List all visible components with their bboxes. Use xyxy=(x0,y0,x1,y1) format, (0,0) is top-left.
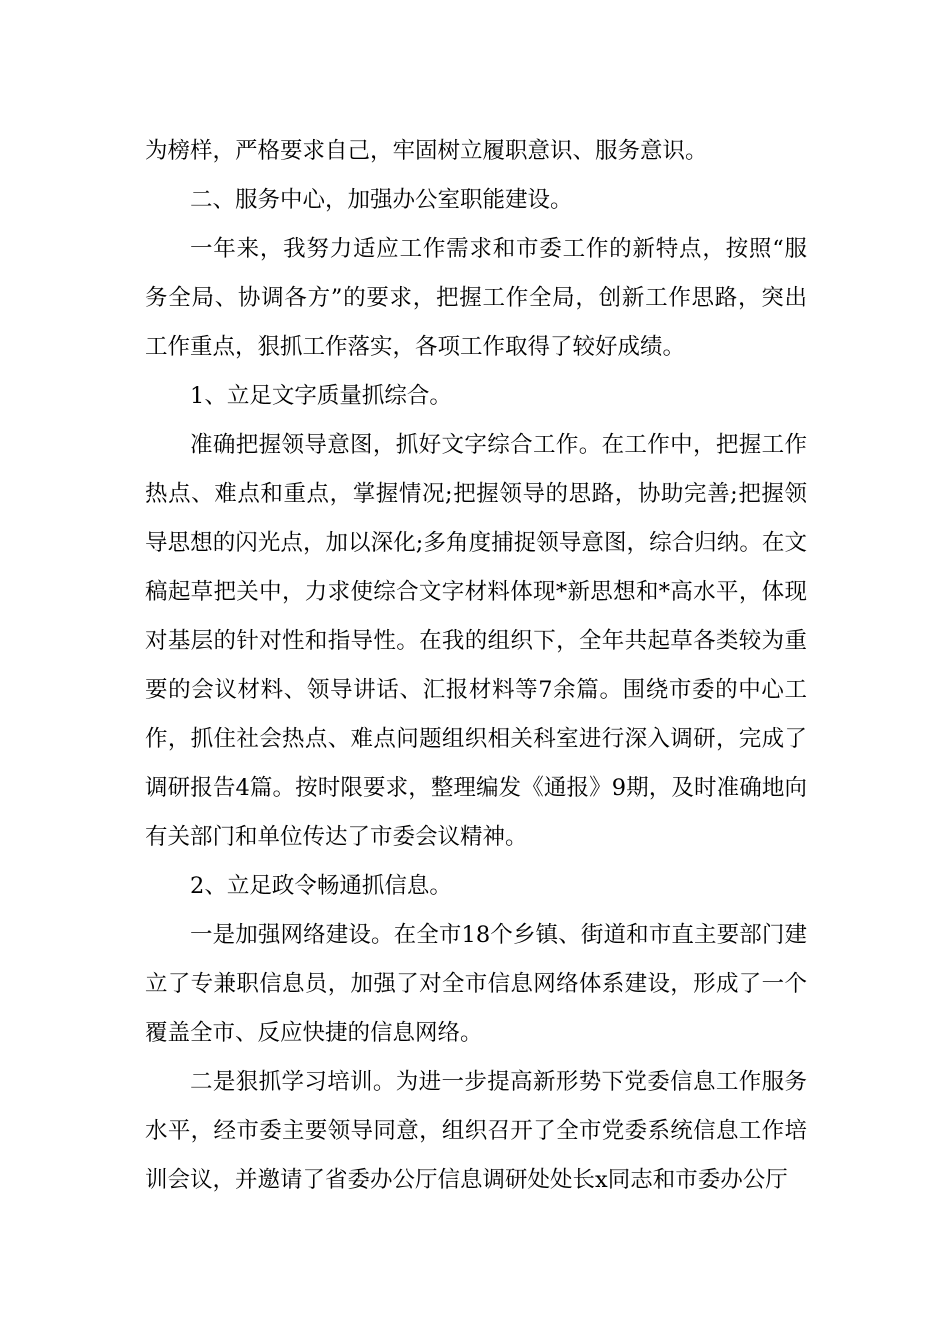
body-text xyxy=(145,127,807,1205)
paragraph-intro: 一年来，我努力适应工作需求和市委工作的新特点，按照“服务全局、协调各方”的要求，把握工作全局，创新工作思路，突出工作重点，狠抓工作落实，各项工作取得了较好成绩。 xyxy=(145,236,807,360)
section-heading-2: 二、服务中心，加强办公室职能建设。 xyxy=(190,187,573,213)
subheading-1: 1、立足文字质量抓综合。 xyxy=(190,383,452,409)
paragraph-training: 二是狠抓学习培训。为进一步提高新形势下党委信息工作服务水平，经市委主要领导同意，组织召开了全市党委系统信息工作培训会议，并邀请了省委办公厅信息调研处处长x同志和市委办公厅 xyxy=(145,1069,807,1193)
paragraph-writing-work: 准确把握领导意图，抓好文字综合工作。在工作中，把握工作热点、难点和重点，掌握情况;把握领导的思路，协助完善;把握领导思想的闪光点，加以深化;多角度捕捉领导意图，综合归纳。在文稿起草把关中，力求使综合文字材料体现*新思想和*高水平，体现对基层的针对性和指导性。在我的组织下，全年共起草各类较为重要的会议材料、领导讲话、汇报材料等7余篇。围绕市委的中心工作，抓住社会热点、难点问题组织相关科室进行深入调研，完成了调研报告4篇。按时限要求，整理编发《通报》9期，及时准确地向有关部门和单位传达了市委会议精神。 xyxy=(145,432,807,850)
paragraph-continuation: 为榜样，严格要求自己，牢固树立履职意识、服务意识。 xyxy=(145,138,708,164)
subheading-2: 2、立足政令畅通抓信息。 xyxy=(190,873,452,899)
paragraph-network: 一是加强网络建设。在全市18个乡镇、街道和市直主要部门建立了专兼职信息员，加强了对全市信息网络体系建设，形成了一个覆盖全市、反应快捷的信息网络。 xyxy=(145,922,807,1046)
